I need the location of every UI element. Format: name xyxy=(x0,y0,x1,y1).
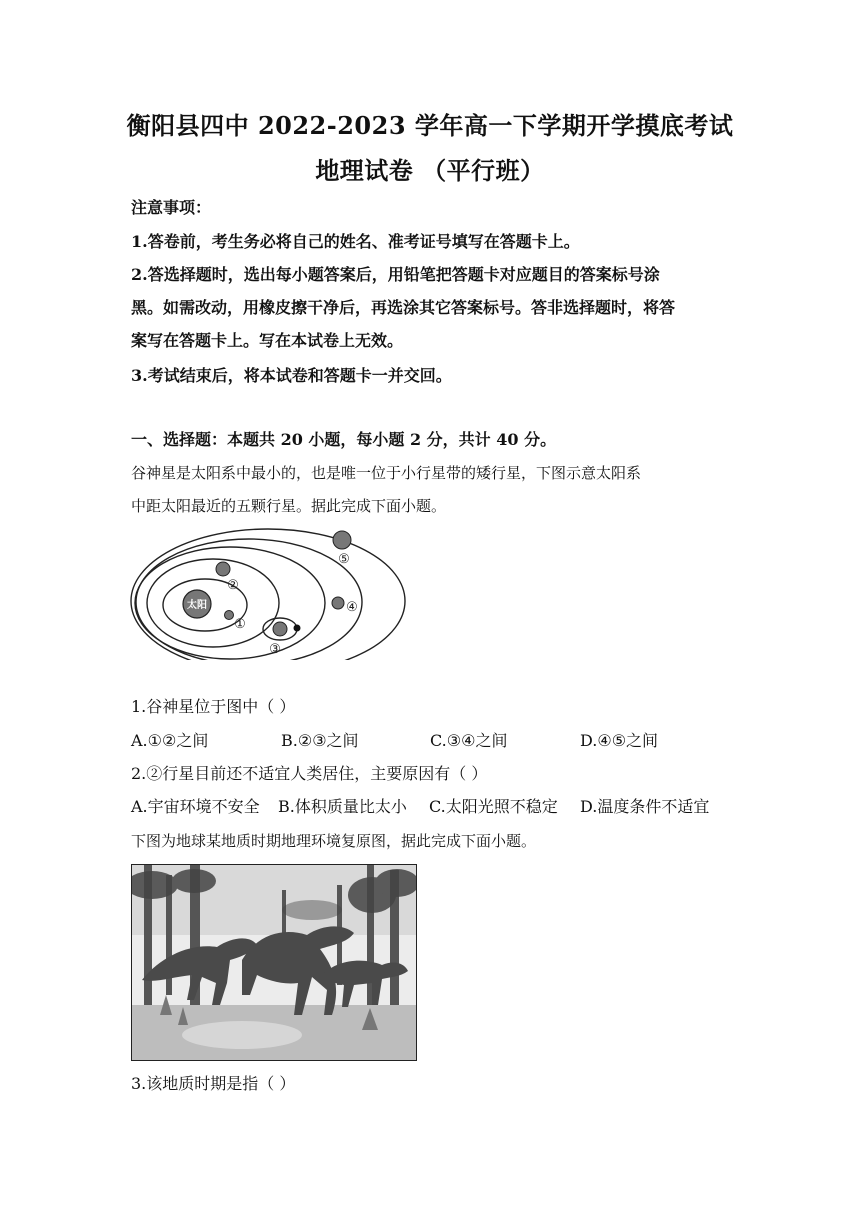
notice-item-3: 3.考试结束后，将本试卷和答题卡一并交回。 xyxy=(131,366,452,385)
planet-4-icon xyxy=(332,597,344,609)
sun-label: 太阳 xyxy=(187,600,207,611)
exam-title: 衡阳县四中 2022-2023 学年高一下学期开学摸底考试 xyxy=(126,111,734,140)
exam-subtitle: 地理试卷 （平行班） xyxy=(315,156,545,185)
q2-option-b[interactable]: B.体积质量比太小 xyxy=(278,797,407,816)
planet-label-1: ① xyxy=(234,617,246,632)
q2-option-a[interactable]: A.宇宙环境不安全 xyxy=(131,797,260,816)
q2-option-c[interactable]: C.太阳光照不稳定 xyxy=(429,797,558,816)
q1-option-a[interactable]: A.①②之间 xyxy=(131,731,209,750)
dinosaur-forest-illustration xyxy=(132,865,417,1061)
orbit-2 xyxy=(147,559,279,647)
solar-system-diagram xyxy=(125,525,415,660)
q3-stem: 3.该地质时期是指（ ） xyxy=(131,1074,296,1093)
orbit-4 xyxy=(136,539,362,660)
intro-2: 下图为地球某地质时期地理环境复原图，据此完成下面小题。 xyxy=(131,832,537,850)
notice-heading: 注意事项： xyxy=(131,198,212,217)
planet-2-icon xyxy=(216,562,230,576)
section-heading: 一、选择题：本题共 20 小题，每小题 2 分，共计 40 分。 xyxy=(131,430,557,449)
moon-icon xyxy=(294,625,301,632)
q2-option-d[interactable]: D.温度条件不适宜 xyxy=(580,797,710,816)
q2-stem: 2.②行星目前还不适宜人类居住，主要原因有（ ） xyxy=(131,764,488,783)
q1-stem: 1.谷神星位于图中（ ） xyxy=(131,697,296,716)
notice-item-2-end: 案写在答题卡上。写在本试卷上无效。 xyxy=(131,331,404,350)
q1-option-b[interactable]: B.②③之间 xyxy=(281,731,359,750)
paleo-environment-image xyxy=(131,864,417,1061)
notice-item-2-cont: 黑。如需改动，用橡皮擦干净后，再选涂其它答案标号。答非选择题时，将答 xyxy=(131,298,676,317)
intro-line-1: 谷神星是太阳系中最小的，也是唯一位于小行星带的矮行星，下图示意太阳系 xyxy=(131,464,642,482)
q1-option-c[interactable]: C.③④之间 xyxy=(430,731,508,750)
planet-label-3: ③ xyxy=(269,642,281,657)
planet-3-icon xyxy=(273,622,287,636)
q1-option-d[interactable]: D.④⑤之间 xyxy=(580,731,659,750)
orbit-5 xyxy=(131,529,405,660)
planet-1-icon xyxy=(225,611,234,620)
planet-label-2: ② xyxy=(227,578,239,593)
intro-line-2: 中距太阳最近的五颗行星。据此完成下面小题。 xyxy=(131,497,447,515)
planet-label-5: ⑤ xyxy=(338,552,350,567)
notice-item-1: 1.答卷前，考生务必将自己的姓名、准考证号填写在答题卡上。 xyxy=(131,232,580,251)
planet-5-icon xyxy=(333,531,351,549)
notice-item-2: 2.答选择题时，选出每小题答案后，用铅笔把答题卡对应题目的答案标号涂 xyxy=(131,265,660,284)
planet-label-4: ④ xyxy=(346,600,358,615)
